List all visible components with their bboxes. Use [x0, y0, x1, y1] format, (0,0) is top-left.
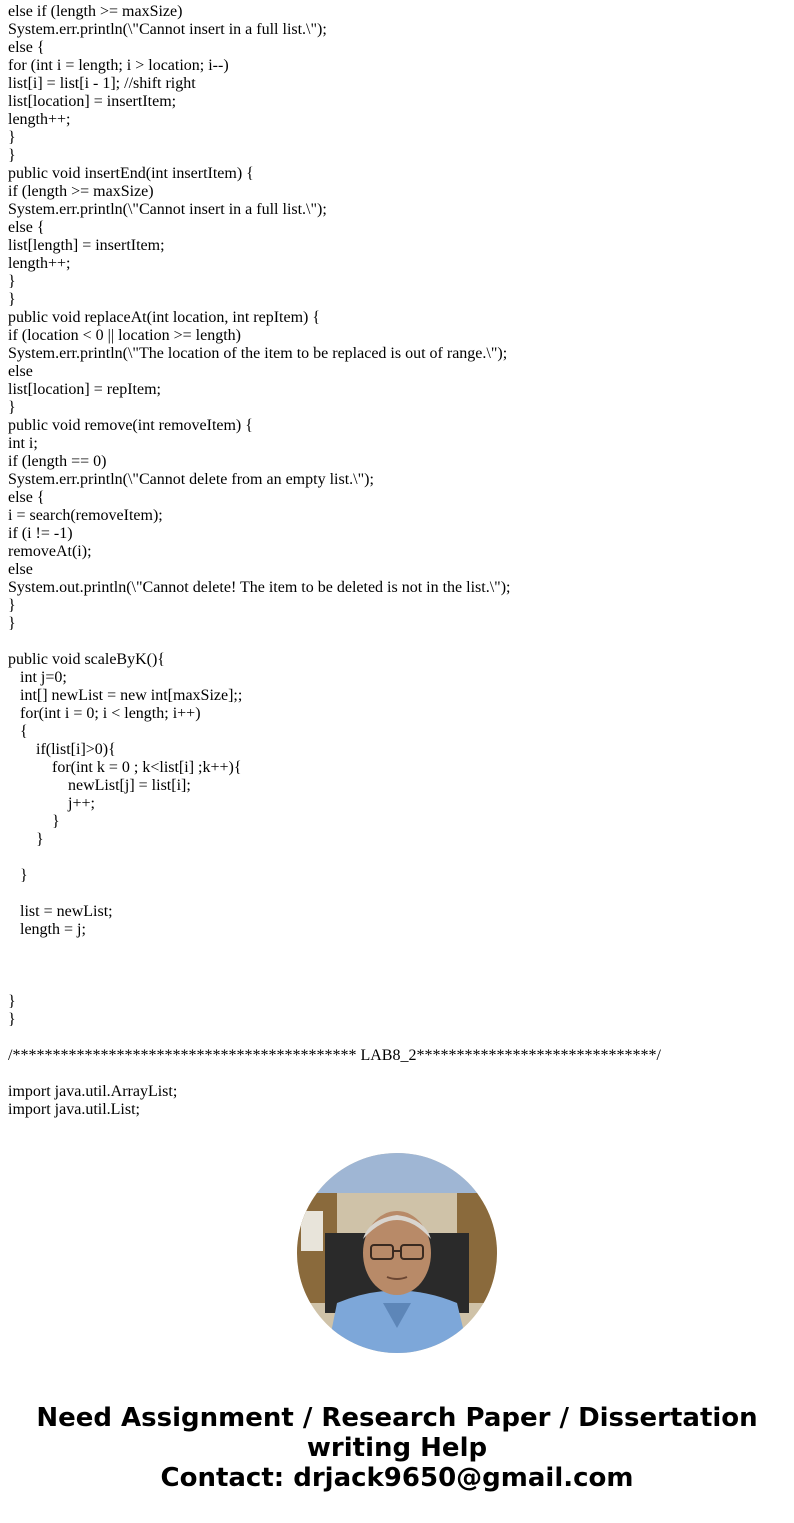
- code-line: }: [8, 129, 16, 146]
- code-line: }: [8, 831, 44, 848]
- code-line: for(int i = 0; i < length; i++): [8, 705, 201, 722]
- code-line: else if (length >= maxSize): [8, 3, 183, 20]
- code-line: System.out.println(\"Cannot delete! The item to be deleted is not in the list.\");: [8, 579, 511, 596]
- code-line: else {: [8, 219, 45, 236]
- code-line: }: [8, 867, 28, 884]
- code-line: int[] newList = new int[maxSize];;: [8, 687, 243, 704]
- code-line: list[location] = insertItem;: [8, 93, 177, 110]
- code-line: }: [8, 615, 16, 632]
- code-line: }: [8, 813, 60, 830]
- code-line: if (length == 0): [8, 453, 107, 470]
- code-line: removeAt(i);: [8, 543, 92, 560]
- code-line: }: [8, 597, 16, 614]
- promo-contact: Contact: drjack9650@gmail.com: [160, 1463, 634, 1493]
- code-line: else: [8, 561, 33, 578]
- code-line: else: [8, 363, 33, 380]
- code-line: newList[j] = list[i];: [8, 777, 191, 794]
- author-avatar: [297, 1153, 497, 1353]
- code-line: int j=0;: [8, 669, 67, 686]
- code-line: }: [8, 399, 16, 416]
- code-line: if (location < 0 || location >= length): [8, 327, 241, 344]
- code-line: [8, 633, 788, 651]
- code-line: /******************************************* LAB8_2******************************/: [8, 1047, 661, 1064]
- code-line: public void scaleByK(){: [8, 651, 165, 668]
- code-line: import java.util.ArrayList;: [8, 1083, 178, 1100]
- code-line: int i;: [8, 435, 38, 452]
- code-line: public void insertEnd(int insertItem) {: [8, 165, 254, 182]
- code-line: System.err.println(\"The location of the item to be replaced is out of range.\");: [8, 345, 508, 362]
- promo-line-1: Need Assignment / Research Paper / Dissertation: [36, 1403, 758, 1433]
- code-line: [8, 1065, 788, 1083]
- promo-banner: [0, 1403, 794, 1493]
- code-line: [8, 885, 788, 903]
- code-line: [8, 849, 788, 867]
- code-line: }: [8, 1011, 16, 1028]
- code-line: for (int i = length; i > location; i--): [8, 57, 229, 74]
- code-line: System.err.println(\"Cannot delete from an empty list.\");: [8, 471, 374, 488]
- code-listing: [8, 3, 788, 1119]
- code-line: import java.util.List;: [8, 1101, 140, 1118]
- code-line: [8, 1029, 788, 1047]
- code-line: }: [8, 273, 16, 290]
- code-line: [8, 939, 788, 957]
- code-line: [8, 975, 788, 993]
- code-line: public void replaceAt(int location, int repItem) {: [8, 309, 321, 326]
- person-photo-icon: [297, 1153, 497, 1353]
- code-line: else {: [8, 39, 45, 56]
- code-line: j++;: [8, 795, 95, 812]
- code-line: list = newList;: [8, 903, 113, 920]
- code-line: if (length >= maxSize): [8, 183, 154, 200]
- promo-line-2: writing Help: [306, 1433, 488, 1463]
- code-line: }: [8, 993, 16, 1010]
- code-line: list[location] = repItem;: [8, 381, 161, 398]
- code-line: }: [8, 147, 16, 164]
- code-line: list[length] = insertItem;: [8, 237, 165, 254]
- code-line: [8, 957, 788, 975]
- code-line: length++;: [8, 255, 71, 272]
- code-line: if (i != -1): [8, 525, 73, 542]
- code-line: {: [8, 723, 28, 740]
- code-line: }: [8, 291, 16, 308]
- code-line: System.err.println(\"Cannot insert in a full list.\");: [8, 201, 327, 218]
- code-line: System.err.println(\"Cannot insert in a full list.\");: [8, 21, 327, 38]
- code-line: list[i] = list[i - 1]; //shift right: [8, 75, 196, 92]
- code-line: length = j;: [8, 921, 86, 938]
- code-line: length++;: [8, 111, 71, 128]
- code-line: public void remove(int removeItem) {: [8, 417, 253, 434]
- code-line: for(int k = 0 ; k<list[i] ;k++){: [8, 759, 242, 776]
- code-line: i = search(removeItem);: [8, 507, 163, 524]
- code-line: if(list[i]>0){: [8, 741, 116, 758]
- code-line: else {: [8, 489, 45, 506]
